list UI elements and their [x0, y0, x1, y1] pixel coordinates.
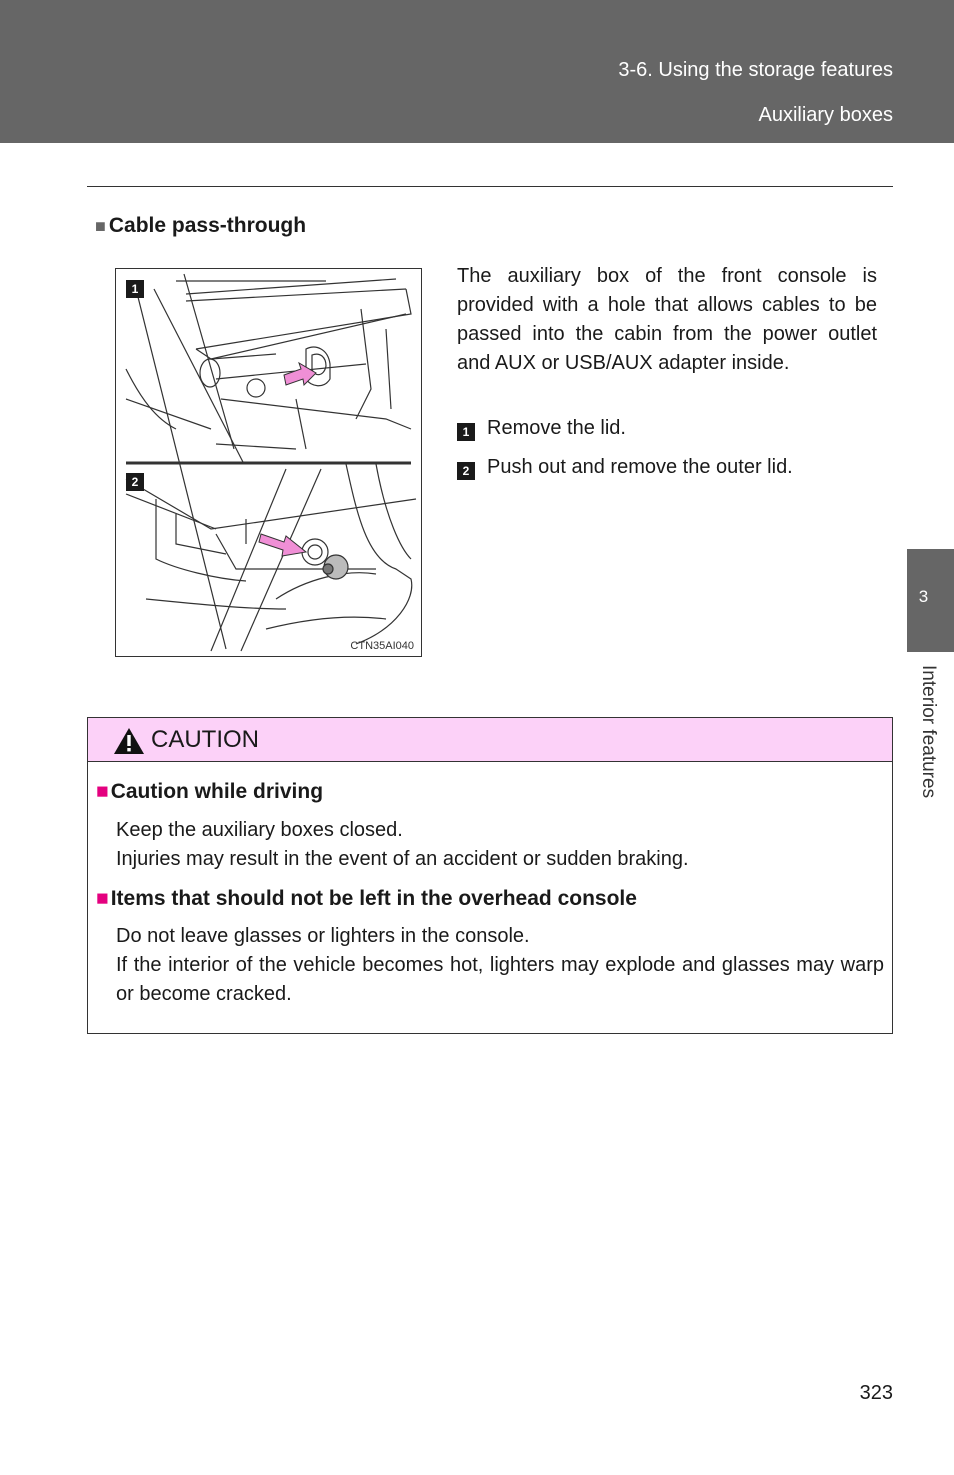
section-title: Cable pass-through: [108, 214, 307, 237]
chapter-number: 3: [918, 587, 929, 606]
caution-label: CAUTION: [151, 726, 259, 753]
chapter-title: Interior features: [918, 665, 939, 799]
caution-item-2-title-text: Items that should not be left in the overhead console: [110, 887, 637, 910]
figure-panel-2-badge: 2: [126, 473, 144, 491]
caution-item-1-line-1: Keep the auxiliary boxes closed.: [116, 819, 403, 841]
header-subsection-title: Auxiliary boxes: [758, 104, 893, 126]
header-divider: [87, 186, 893, 187]
chapter-tab[interactable]: [907, 549, 954, 652]
intro-paragraph: The auxiliary box of the front console is provided with a hole that allows cables to be passed into the cabin from the power outlet and AUX or USB/AUX adapter inside.: [457, 265, 877, 374]
caution-item-1-title-text: Caution while driving: [110, 780, 324, 803]
step-1-badge: 1: [457, 423, 475, 441]
section-marker: ■: [95, 216, 106, 236]
caution-box: [87, 717, 893, 1034]
step-2-text: Push out and remove the outer lid.: [487, 456, 793, 478]
caution-item-2-title: [96, 887, 637, 911]
caution-item-2-marker: ■: [96, 887, 109, 910]
header-section-title: 3-6. Using the storage features: [618, 59, 893, 81]
caution-item-1-line-2: Injuries may result in the event of an accident or sudden braking.: [116, 848, 689, 870]
illustration-figure: [115, 268, 422, 657]
step-1-text: Remove the lid.: [487, 417, 626, 439]
figure-code: CTN35AI040: [350, 640, 414, 652]
warning-triangle-icon: [113, 727, 145, 755]
console-illustration: [116, 269, 421, 656]
step-2: [457, 456, 793, 480]
step-2-badge: 2: [457, 462, 475, 480]
page-header: [0, 0, 954, 143]
caution-item-2-line-2: If the interior of the vehicle becomes hot, lighters may explode and glasses may warp or become cracked.: [116, 954, 884, 1005]
page-number: 323: [859, 1382, 893, 1404]
step-1: [457, 417, 626, 441]
caution-header: [88, 718, 892, 762]
caution-item-1-title: [96, 780, 323, 804]
caution-item-2-line-1: Do not leave glasses or lighters in the console.: [116, 925, 530, 947]
caution-item-1-marker: ■: [96, 780, 109, 803]
figure-panel-1-badge: 1: [126, 280, 144, 298]
section-heading: [95, 214, 306, 238]
